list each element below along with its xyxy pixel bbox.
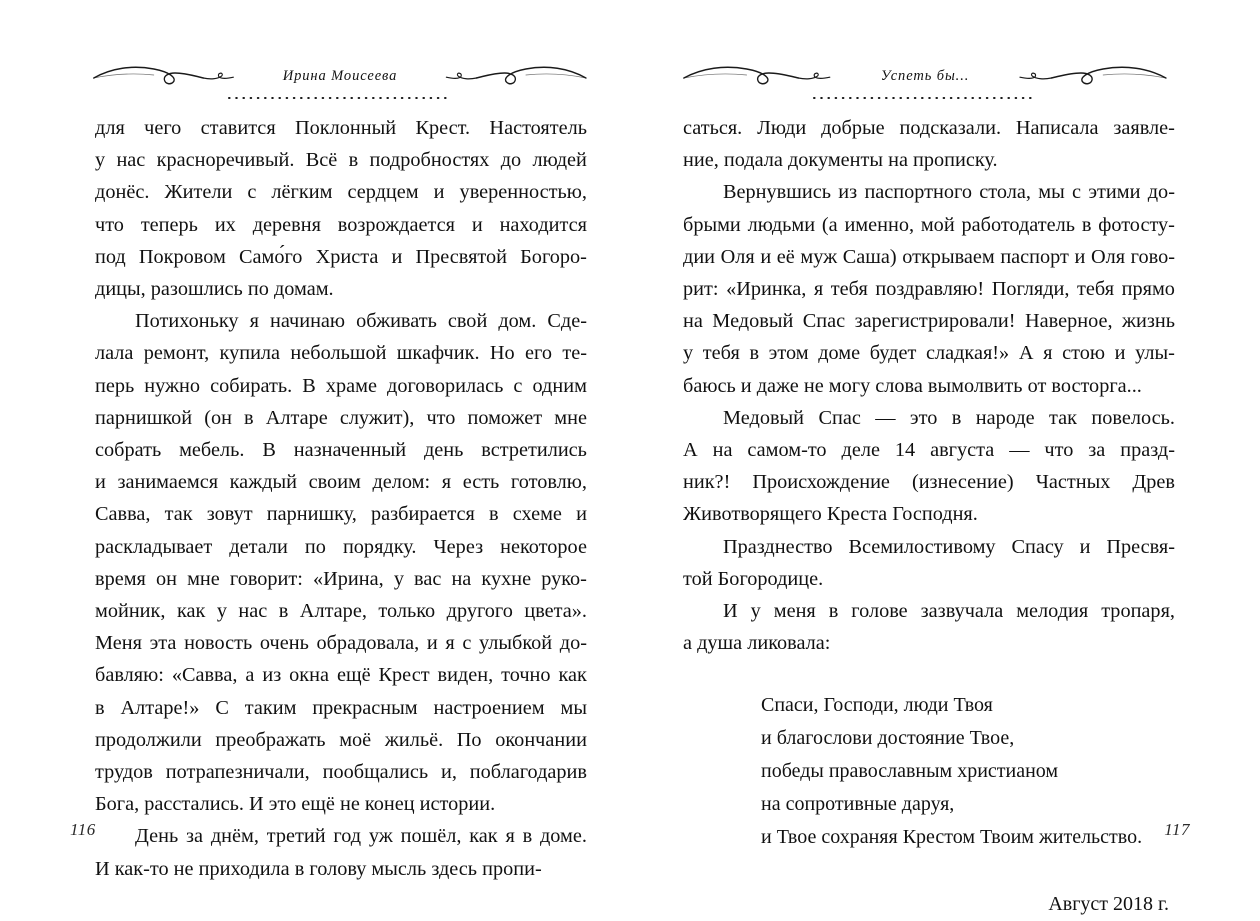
text-line: дии Оля и её муж Саша) открываем паспорт и Оля гово- (683, 245, 1175, 268)
text-line: время он мне говорит: «Ирина, у вас на кухне руко- (95, 567, 587, 590)
header-ornament-row (682, 62, 1168, 92)
paragraph (683, 402, 1175, 531)
text-line: в Алтаре!» С таким прекрасным настроением мы (95, 696, 587, 719)
text-line: для чего ставится Поклонный Крест. Настоятель (95, 117, 587, 139)
text-line: ние, подала документы на прописку. (683, 149, 998, 172)
paragraph (95, 112, 587, 305)
paragraph (683, 531, 1175, 595)
dotted-rule-icon (228, 93, 453, 103)
text-line: Празднество Всемилостивому Спасу и Пресвя- (723, 535, 1175, 558)
paragraph (683, 595, 1175, 659)
text-line: продолжили преображать моё жильё. По окончании (95, 728, 587, 751)
text-line: собрать мебель. В назначенный день встретились (95, 439, 587, 462)
folio-right: 117 (1164, 820, 1190, 839)
verse-line: на сопротивные даруя, (761, 793, 955, 816)
text-line: лала ремонт, купила небольшой шкафчик. Но его те- (95, 342, 587, 365)
verse-line: и Твое сохраняя Крестом Твоим жительство. (761, 826, 1143, 849)
header-ornament-row (92, 62, 588, 92)
running-head-title: Успеть бы... (880, 67, 970, 84)
verse-block (683, 689, 1175, 854)
text-line: у нас красноречивый. Всё в подробностях до людей (95, 149, 587, 172)
body-column-left (95, 112, 587, 885)
dotted-rule-icon (813, 93, 1038, 103)
text-line: раскладывает детали по порядку. Через некоторое (95, 535, 587, 558)
text-line: Вернувшись из паспортного стола, мы с этими до- (723, 181, 1175, 204)
text-line: на Медовый Спас зарегистрировали! Наверное, жизнь (683, 310, 1175, 333)
text-line: Савва, так зовут парнишку, разбирается в схеме и (95, 503, 587, 526)
page-left (0, 0, 630, 882)
text-line: парнишкой (он в Алтаре служит), что поможет мне (95, 406, 587, 429)
running-head-right (682, 62, 1168, 108)
running-head-left (92, 62, 588, 108)
flourish-right-icon (983, 62, 1168, 92)
flourish-left-icon (682, 62, 867, 92)
paragraph-list-right (683, 112, 1175, 659)
text-line: и занимаемся каждый своим делом: я есть готовлю, (95, 471, 587, 494)
text-line: брыми людьми (а именно, мой работодатель в фотосту- (683, 213, 1175, 236)
text-line: Бога, расстались. И это ещё не конец истории. (95, 793, 496, 816)
paragraph (95, 820, 587, 884)
text-line: Животворящего Креста Господня. (683, 503, 978, 526)
text-line: а душа ликовала: (683, 632, 831, 655)
flourish-right-icon (411, 62, 588, 92)
paragraph (95, 305, 587, 820)
text-line: той Богородице. (683, 567, 824, 590)
text-line: А на самом-то деле 14 августа — что за празд- (683, 439, 1175, 462)
text-line: под Покровом Само́го Христа и Пресвятой Богоро- (95, 245, 587, 268)
text-line: что теперь их деревня возрождается и находится (95, 213, 587, 236)
text-line: И у меня в голове зазвучала мелодия тропаря, (723, 600, 1175, 623)
text-line: День за днём, третий год уж пошёл, как я в доме. (135, 825, 587, 848)
text-line: Меня эта новость очень обрадовала, и я с улыбкой до- (95, 632, 587, 655)
running-head-title: Ирина Моисеева (282, 67, 398, 84)
verse-line: победы православным христианом (761, 760, 1059, 783)
text-line: рит: «Иринка, я тебя поздравляю! Погляди, тебя прямо (683, 278, 1175, 301)
text-line: ник?! Происхождение (изнесение) Частных Древ (683, 471, 1175, 494)
verse-line: Спаси, Господи, люди Твоя (761, 694, 993, 717)
text-line: баюсь и даже не могу слова вымолвить от восторга... (683, 374, 1142, 397)
text-line: дицы, разошлись по домам. (95, 278, 334, 301)
text-line: И как-то не приходила в голову мысль здесь пропи- (95, 857, 542, 880)
paragraph (683, 176, 1175, 401)
text-line: Медовый Спас — это в народе так повелось. (723, 406, 1175, 429)
text-line: мойник, как у нас в Алтаре, только другого цвета». (95, 600, 587, 623)
page-right (630, 0, 1260, 916)
text-line: донёс. Жители с лёгким сердцем и уверенностью, (95, 181, 587, 204)
text-line: перь нужно собирать. В храме договорилась с одним (95, 374, 587, 397)
text-line: Потихоньку я начинаю обживать свой дом. Сде- (135, 310, 587, 333)
text-line: саться. Люди добрые подсказали. Написала заявле- (683, 117, 1175, 139)
paragraph (683, 112, 1175, 176)
text-line: у тебя в этом доме будет сладкая!» А я стою и улы- (683, 342, 1175, 365)
verse-line: и благослови достояние Твое, (761, 727, 1015, 750)
body-column-right (683, 112, 1175, 921)
folio-left: 116 (70, 820, 96, 839)
paragraph-list-left (95, 112, 587, 885)
text-line: бавляю: «Савва, а из окна ещё Крест виден, точно как (95, 664, 587, 687)
flourish-left-icon (92, 62, 269, 92)
dateline: Август 2018 г. (1048, 893, 1169, 916)
text-line: трудов потрапезничали, пообщались и, поблагодарив (95, 761, 587, 784)
